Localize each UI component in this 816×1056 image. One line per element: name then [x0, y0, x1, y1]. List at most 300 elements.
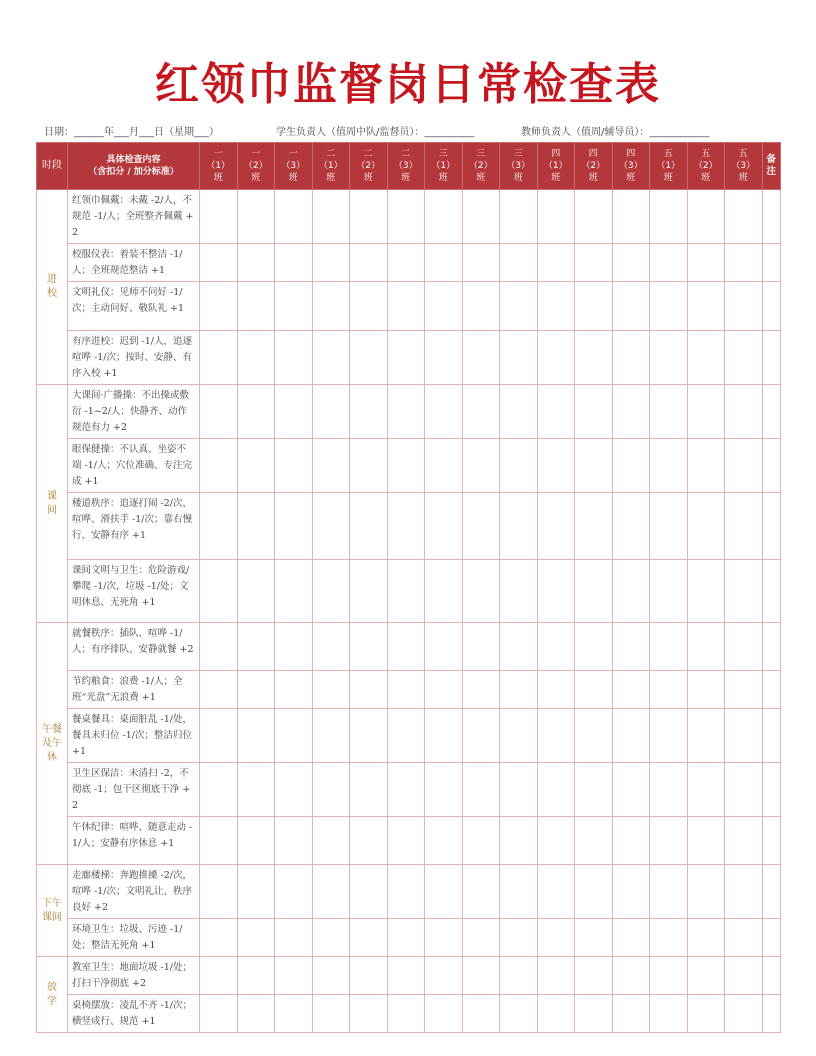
score-cell[interactable] — [462, 385, 500, 439]
score-cell[interactable] — [725, 493, 763, 560]
header-class — [312, 143, 350, 190]
note-cell[interactable] — [762, 919, 781, 957]
note-cell[interactable] — [762, 439, 781, 493]
score-cell[interactable] — [200, 493, 238, 560]
score-cell[interactable] — [387, 282, 425, 331]
score-cell[interactable] — [462, 244, 500, 282]
class-number: （2） — [468, 161, 493, 171]
score-cell[interactable] — [575, 817, 613, 865]
score-cell[interactable] — [725, 623, 763, 671]
score-cell[interactable] — [237, 865, 275, 919]
check-item: 节约粮食：浪费 -1/人；全班“光盘”无浪费 +1 — [68, 671, 200, 709]
score-cell[interactable] — [575, 560, 613, 623]
score-cell[interactable] — [575, 331, 613, 385]
score-cell[interactable] — [687, 560, 725, 623]
score-cell[interactable] — [687, 763, 725, 817]
score-cell[interactable] — [275, 671, 313, 709]
score-cell[interactable] — [312, 190, 350, 244]
score-cell[interactable] — [350, 671, 388, 709]
score-cell[interactable] — [387, 671, 425, 709]
score-cell[interactable] — [612, 919, 650, 957]
score-cell[interactable] — [687, 439, 725, 493]
note-cell[interactable] — [762, 623, 781, 671]
score-cell[interactable] — [500, 560, 538, 623]
score-cell[interactable] — [200, 190, 238, 244]
score-cell[interactable] — [612, 763, 650, 817]
score-cell[interactable] — [237, 244, 275, 282]
score-cell[interactable] — [575, 282, 613, 331]
score-cell[interactable] — [387, 331, 425, 385]
score-cell[interactable] — [687, 244, 725, 282]
score-cell[interactable] — [725, 919, 763, 957]
note-cell[interactable] — [762, 957, 781, 995]
score-cell[interactable] — [500, 817, 538, 865]
score-cell[interactable] — [612, 709, 650, 763]
score-cell[interactable] — [312, 560, 350, 623]
score-cell[interactable] — [350, 190, 388, 244]
score-cell[interactable] — [612, 817, 650, 865]
score-cell[interactable] — [650, 709, 688, 763]
score-cell[interactable] — [725, 282, 763, 331]
score-cell[interactable] — [537, 865, 575, 919]
score-cell[interactable] — [650, 439, 688, 493]
score-cell[interactable] — [687, 190, 725, 244]
score-cell[interactable] — [650, 493, 688, 560]
score-cell[interactable] — [612, 623, 650, 671]
score-cell[interactable] — [237, 671, 275, 709]
score-cell[interactable] — [725, 957, 763, 995]
score-cell[interactable] — [537, 709, 575, 763]
note-cell[interactable] — [762, 709, 781, 763]
note-cell[interactable] — [762, 385, 781, 439]
score-cell[interactable] — [312, 865, 350, 919]
score-cell[interactable] — [725, 244, 763, 282]
period-label: 午餐 — [42, 723, 62, 735]
score-cell[interactable] — [687, 385, 725, 439]
note-cell[interactable] — [762, 282, 781, 331]
score-cell[interactable] — [612, 282, 650, 331]
score-cell[interactable] — [237, 763, 275, 817]
score-cell[interactable] — [725, 995, 763, 1033]
note-char: 备 — [766, 154, 776, 165]
score-cell[interactable] — [425, 709, 463, 763]
score-cell[interactable] — [650, 282, 688, 331]
score-cell[interactable] — [350, 493, 388, 560]
note-cell[interactable] — [762, 560, 781, 623]
score-cell[interactable] — [275, 919, 313, 957]
score-cell[interactable] — [462, 763, 500, 817]
score-cell[interactable] — [687, 282, 725, 331]
score-cell[interactable] — [575, 995, 613, 1033]
score-cell[interactable] — [312, 244, 350, 282]
score-cell[interactable] — [500, 671, 538, 709]
score-cell[interactable] — [687, 957, 725, 995]
score-cell[interactable] — [725, 439, 763, 493]
score-cell[interactable] — [350, 995, 388, 1033]
score-cell[interactable] — [425, 957, 463, 995]
score-cell[interactable] — [650, 763, 688, 817]
score-cell[interactable] — [275, 560, 313, 623]
score-cell[interactable] — [387, 385, 425, 439]
score-cell[interactable] — [312, 623, 350, 671]
score-cell[interactable] — [612, 439, 650, 493]
score-cell[interactable] — [500, 865, 538, 919]
score-cell[interactable] — [312, 995, 350, 1033]
score-cell[interactable] — [650, 865, 688, 919]
score-cell[interactable] — [200, 623, 238, 671]
score-cell[interactable] — [275, 995, 313, 1033]
score-cell[interactable] — [350, 560, 388, 623]
note-cell[interactable] — [762, 865, 781, 919]
score-cell[interactable] — [425, 282, 463, 331]
score-cell[interactable] — [200, 865, 238, 919]
score-cell[interactable] — [350, 244, 388, 282]
score-cell[interactable] — [387, 439, 425, 493]
note-cell[interactable] — [762, 671, 781, 709]
score-cell[interactable] — [612, 493, 650, 560]
score-cell[interactable] — [725, 817, 763, 865]
score-cell[interactable] — [612, 560, 650, 623]
score-cell[interactable] — [387, 957, 425, 995]
score-cell[interactable] — [425, 763, 463, 817]
score-cell[interactable] — [387, 995, 425, 1033]
score-cell[interactable] — [687, 709, 725, 763]
score-cell[interactable] — [425, 995, 463, 1033]
header-content — [68, 143, 200, 190]
table-row — [37, 385, 781, 439]
period-label: 进 — [47, 274, 57, 285]
score-cell[interactable] — [462, 282, 500, 331]
score-cell[interactable] — [350, 865, 388, 919]
score-cell[interactable] — [537, 439, 575, 493]
score-cell[interactable] — [387, 190, 425, 244]
score-cell[interactable] — [575, 671, 613, 709]
score-cell[interactable] — [350, 709, 388, 763]
score-cell[interactable] — [350, 623, 388, 671]
score-cell[interactable] — [537, 995, 575, 1033]
score-cell[interactable] — [612, 957, 650, 995]
score-cell[interactable] — [312, 385, 350, 439]
score-cell[interactable] — [462, 493, 500, 560]
score-cell[interactable] — [350, 439, 388, 493]
score-cell[interactable] — [725, 560, 763, 623]
score-cell[interactable] — [275, 623, 313, 671]
score-cell[interactable] — [687, 331, 725, 385]
score-cell[interactable] — [537, 385, 575, 439]
score-cell[interactable] — [462, 623, 500, 671]
score-cell[interactable] — [312, 671, 350, 709]
score-cell[interactable] — [425, 439, 463, 493]
class-number: （3） — [506, 161, 531, 171]
score-cell[interactable] — [275, 385, 313, 439]
score-cell[interactable] — [687, 623, 725, 671]
score-cell[interactable] — [312, 439, 350, 493]
score-cell[interactable] — [725, 331, 763, 385]
score-cell[interactable] — [237, 493, 275, 560]
score-cell[interactable] — [237, 995, 275, 1033]
score-cell[interactable] — [575, 865, 613, 919]
score-cell[interactable] — [500, 439, 538, 493]
score-cell[interactable] — [537, 331, 575, 385]
score-cell[interactable] — [425, 244, 463, 282]
score-cell[interactable] — [725, 763, 763, 817]
score-cell[interactable] — [500, 763, 538, 817]
note-cell[interactable] — [762, 763, 781, 817]
score-cell[interactable] — [462, 957, 500, 995]
score-cell[interactable] — [575, 493, 613, 560]
score-cell[interactable] — [387, 817, 425, 865]
score-cell[interactable] — [537, 493, 575, 560]
header-time: 时段 — [37, 143, 68, 190]
score-cell[interactable] — [237, 385, 275, 439]
score-cell[interactable] — [387, 919, 425, 957]
score-cell[interactable] — [575, 385, 613, 439]
score-cell[interactable] — [537, 957, 575, 995]
score-cell[interactable] — [650, 995, 688, 1033]
score-cell[interactable] — [425, 865, 463, 919]
score-cell[interactable] — [612, 995, 650, 1033]
score-cell[interactable] — [725, 671, 763, 709]
score-cell[interactable] — [575, 623, 613, 671]
score-cell[interactable] — [275, 439, 313, 493]
score-cell[interactable] — [387, 865, 425, 919]
score-cell[interactable] — [500, 957, 538, 995]
score-cell[interactable] — [687, 493, 725, 560]
score-cell[interactable] — [312, 817, 350, 865]
score-cell[interactable] — [462, 919, 500, 957]
score-cell[interactable] — [312, 709, 350, 763]
score-cell[interactable] — [200, 282, 238, 331]
score-cell[interactable] — [500, 190, 538, 244]
score-cell[interactable] — [200, 244, 238, 282]
score-cell[interactable] — [687, 671, 725, 709]
score-cell[interactable] — [237, 560, 275, 623]
score-cell[interactable] — [575, 919, 613, 957]
period-cell — [37, 865, 68, 957]
score-cell[interactable] — [425, 385, 463, 439]
score-cell[interactable] — [275, 190, 313, 244]
score-cell[interactable] — [462, 671, 500, 709]
score-cell[interactable] — [237, 190, 275, 244]
score-cell[interactable] — [537, 763, 575, 817]
score-cell[interactable] — [312, 763, 350, 817]
score-cell[interactable] — [200, 957, 238, 995]
score-cell[interactable] — [612, 385, 650, 439]
score-cell[interactable] — [350, 385, 388, 439]
score-cell[interactable] — [462, 190, 500, 244]
score-cell[interactable] — [575, 190, 613, 244]
class-grade: 三 — [513, 149, 523, 159]
score-cell[interactable] — [612, 190, 650, 244]
class-suffix: 班 — [438, 173, 448, 183]
note-cell[interactable] — [762, 817, 781, 865]
score-cell[interactable] — [350, 817, 388, 865]
score-cell[interactable] — [612, 671, 650, 709]
score-cell[interactable] — [650, 385, 688, 439]
class-number: （1） — [431, 161, 456, 171]
score-cell[interactable] — [275, 865, 313, 919]
score-cell[interactable] — [237, 919, 275, 957]
score-cell[interactable] — [500, 331, 538, 385]
score-cell[interactable] — [425, 493, 463, 560]
score-cell[interactable] — [275, 957, 313, 995]
score-cell[interactable] — [650, 560, 688, 623]
score-cell[interactable] — [537, 817, 575, 865]
class-number: （3） — [281, 161, 306, 171]
score-cell[interactable] — [275, 817, 313, 865]
note-cell[interactable] — [762, 190, 781, 244]
score-cell[interactable] — [612, 331, 650, 385]
score-cell[interactable] — [200, 763, 238, 817]
score-cell[interactable] — [687, 995, 725, 1033]
score-cell[interactable] — [200, 995, 238, 1033]
score-cell[interactable] — [387, 623, 425, 671]
score-cell[interactable] — [687, 919, 725, 957]
score-cell[interactable] — [425, 671, 463, 709]
score-cell[interactable] — [275, 709, 313, 763]
score-cell[interactable] — [537, 190, 575, 244]
table-row — [37, 493, 781, 560]
score-cell[interactable] — [462, 709, 500, 763]
score-cell[interactable] — [387, 763, 425, 817]
score-cell[interactable] — [500, 709, 538, 763]
class-grade: 二 — [363, 149, 373, 159]
score-cell[interactable] — [462, 995, 500, 1033]
score-cell[interactable] — [200, 709, 238, 763]
score-cell[interactable] — [650, 671, 688, 709]
score-cell[interactable] — [312, 919, 350, 957]
score-cell[interactable] — [537, 623, 575, 671]
score-cell[interactable] — [275, 331, 313, 385]
score-cell[interactable] — [425, 817, 463, 865]
score-cell[interactable] — [387, 560, 425, 623]
note-cell[interactable] — [762, 244, 781, 282]
note-cell[interactable] — [762, 331, 781, 385]
score-cell[interactable] — [237, 331, 275, 385]
score-cell[interactable] — [200, 331, 238, 385]
score-cell[interactable] — [200, 817, 238, 865]
table-row — [37, 957, 781, 995]
score-cell[interactable] — [537, 282, 575, 331]
header-class — [200, 143, 238, 190]
score-cell[interactable] — [350, 331, 388, 385]
score-cell[interactable] — [312, 331, 350, 385]
score-cell[interactable] — [237, 709, 275, 763]
score-cell[interactable] — [462, 439, 500, 493]
header-class — [387, 143, 425, 190]
score-cell[interactable] — [500, 995, 538, 1033]
score-cell[interactable] — [575, 709, 613, 763]
score-cell[interactable] — [425, 919, 463, 957]
score-cell[interactable] — [200, 439, 238, 493]
class-suffix: 班 — [701, 173, 711, 183]
score-cell[interactable] — [537, 244, 575, 282]
score-cell[interactable] — [687, 817, 725, 865]
score-cell[interactable] — [387, 493, 425, 560]
score-cell[interactable] — [500, 244, 538, 282]
score-cell[interactable] — [350, 282, 388, 331]
score-cell[interactable] — [575, 244, 613, 282]
score-cell[interactable] — [312, 493, 350, 560]
score-cell[interactable] — [725, 865, 763, 919]
score-cell[interactable] — [200, 919, 238, 957]
score-cell[interactable] — [500, 282, 538, 331]
score-cell[interactable] — [500, 919, 538, 957]
score-cell[interactable] — [725, 709, 763, 763]
score-cell[interactable] — [650, 817, 688, 865]
score-cell[interactable] — [462, 865, 500, 919]
score-cell[interactable] — [575, 763, 613, 817]
score-cell[interactable] — [387, 709, 425, 763]
score-cell[interactable] — [725, 385, 763, 439]
score-cell[interactable] — [537, 560, 575, 623]
score-cell[interactable] — [425, 190, 463, 244]
score-cell[interactable] — [350, 957, 388, 995]
score-cell[interactable] — [650, 244, 688, 282]
score-cell[interactable] — [500, 493, 538, 560]
header-class — [350, 143, 388, 190]
score-cell[interactable] — [237, 957, 275, 995]
score-cell[interactable] — [425, 331, 463, 385]
date-field: 日期：______年___月___日（星期___） — [44, 127, 219, 138]
score-cell[interactable] — [500, 623, 538, 671]
score-cell[interactable] — [650, 331, 688, 385]
score-cell[interactable] — [462, 817, 500, 865]
score-cell[interactable] — [687, 865, 725, 919]
check-item: 餐桌餐具：桌面脏乱 -1/处，餐具未归位 -1/次；整洁归位 +1 — [68, 709, 200, 763]
score-cell[interactable] — [237, 439, 275, 493]
score-cell[interactable] — [200, 671, 238, 709]
score-cell[interactable] — [275, 244, 313, 282]
class-number: （1） — [543, 161, 568, 171]
score-cell[interactable] — [650, 957, 688, 995]
score-cell[interactable] — [650, 190, 688, 244]
note-cell[interactable] — [762, 995, 781, 1033]
score-cell[interactable] — [537, 671, 575, 709]
score-cell[interactable] — [312, 957, 350, 995]
score-cell[interactable] — [425, 560, 463, 623]
class-grade: 一 — [213, 149, 223, 159]
score-cell[interactable] — [500, 385, 538, 439]
score-cell[interactable] — [612, 865, 650, 919]
score-cell[interactable] — [650, 623, 688, 671]
score-cell[interactable] — [237, 282, 275, 331]
score-cell[interactable] — [462, 560, 500, 623]
score-cell[interactable] — [200, 560, 238, 623]
score-cell[interactable] — [275, 282, 313, 331]
note-cell[interactable] — [762, 493, 781, 560]
score-cell[interactable] — [350, 919, 388, 957]
score-cell[interactable] — [425, 623, 463, 671]
score-cell[interactable] — [387, 244, 425, 282]
table-row — [37, 817, 781, 865]
score-cell[interactable] — [462, 331, 500, 385]
score-cell[interactable] — [200, 385, 238, 439]
score-cell[interactable] — [275, 763, 313, 817]
score-cell[interactable] — [575, 957, 613, 995]
score-cell[interactable] — [275, 493, 313, 560]
score-cell[interactable] — [612, 244, 650, 282]
score-cell[interactable] — [312, 282, 350, 331]
score-cell[interactable] — [575, 439, 613, 493]
score-cell[interactable] — [350, 763, 388, 817]
table-row — [37, 763, 781, 817]
score-cell[interactable] — [537, 919, 575, 957]
score-cell[interactable] — [725, 190, 763, 244]
score-cell[interactable] — [237, 623, 275, 671]
score-cell[interactable] — [650, 919, 688, 957]
score-cell[interactable] — [237, 817, 275, 865]
